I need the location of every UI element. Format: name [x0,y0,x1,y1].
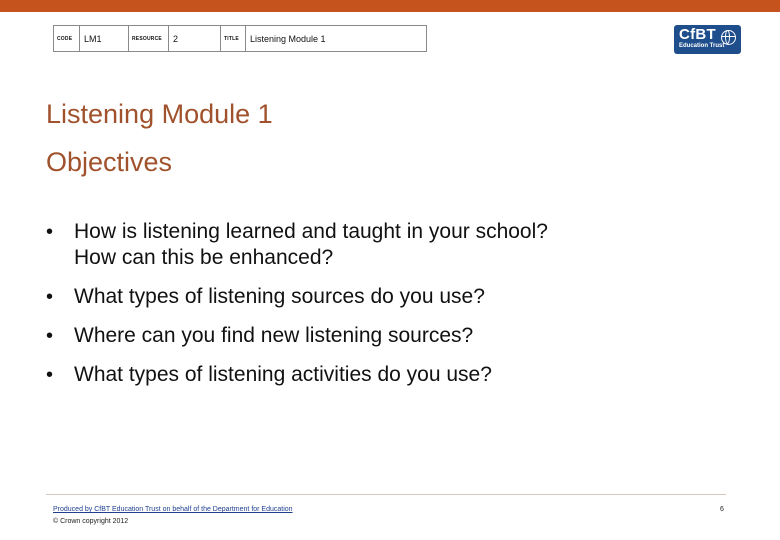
globe-icon [721,30,736,45]
resource-info-table [53,25,427,52]
copyright-text: © Crown copyright 2012 [53,518,129,525]
bullet-icon: • [46,221,54,243]
page-title: Listening Module 1 [46,99,273,129]
section-heading: Objectives [46,147,173,177]
title-value: Listening Module 1 [250,33,326,44]
logo-wordmark: CfBT [679,26,717,43]
logo-subtitle: Education Trust [679,43,725,49]
page-number: 6 [720,506,724,513]
code-value: LM1 [80,26,129,51]
bullet-text: How is listening learned and taught in your school? How can this be enhanced? [74,220,548,269]
bullet-icon: • [46,325,54,347]
bullet-text: What types of listening activities do you use? [74,363,492,386]
resource-value: 2 [169,26,221,51]
bullet-text: What types of listening sources do you use? [74,285,485,308]
resource-label: RESOURCE [129,26,169,51]
code-label: CODE [54,26,80,51]
list-item [46,362,746,388]
footer-credit-link[interactable]: Produced by CfBT Education Trust on behalf of the Department for Education [53,506,293,513]
objectives-list [46,219,746,388]
footer-divider [46,494,726,495]
list-item [46,323,746,349]
bullet-icon: • [46,364,54,386]
bullet-text: Where can you find new listening sources? [74,324,474,347]
cfbt-logo [674,25,741,54]
list-item [46,284,746,310]
title-label: TITLE [221,26,246,51]
list-item [46,219,746,271]
bullet-icon: • [46,286,54,308]
top-accent-bar [0,0,780,12]
